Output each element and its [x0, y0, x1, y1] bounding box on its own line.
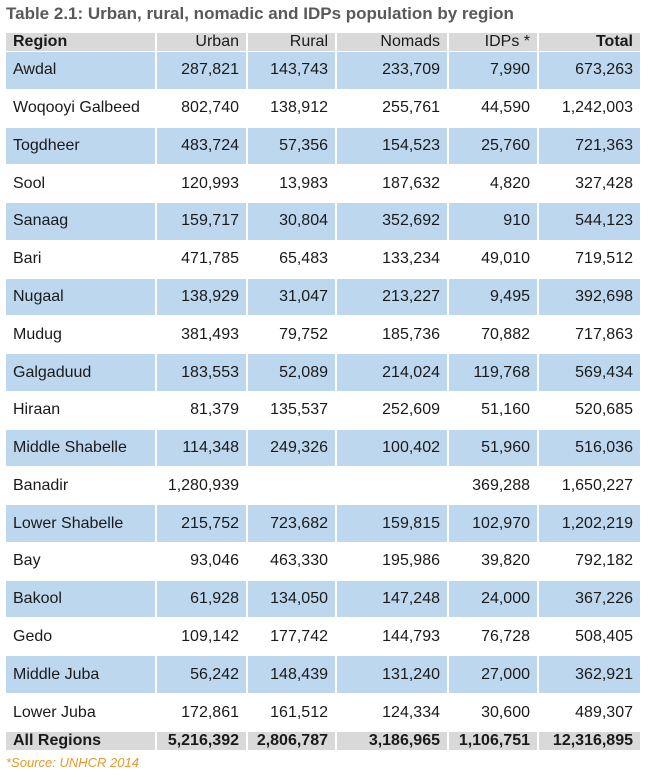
table-row: [6, 90, 640, 128]
total-cell: 520,685: [539, 392, 640, 430]
total-cell: 392,698: [539, 279, 640, 317]
table-row: [6, 354, 640, 392]
table-row: [6, 430, 640, 468]
rural-cell: 161,512: [248, 694, 337, 732]
total-cell: 362,921: [539, 656, 640, 694]
urban-cell: 215,752: [157, 505, 248, 543]
idps-cell: 44,590: [449, 90, 539, 128]
nomads-cell: 154,523: [337, 128, 449, 166]
total-cell: 1,650,227: [539, 467, 640, 505]
rural-cell: 249,326: [248, 430, 337, 468]
rural-cell: 143,743: [248, 52, 337, 90]
table-row: [6, 316, 640, 354]
nomads-cell: 100,402: [337, 430, 449, 468]
region-cell: Gedo: [6, 618, 157, 656]
idps-cell: 4,820: [449, 165, 539, 203]
region-cell: Banadir: [6, 467, 157, 505]
region-cell: Nugaal: [6, 279, 157, 317]
totals-row: [6, 732, 640, 751]
nomads-cell: 147,248: [337, 581, 449, 619]
idps-cell: 27,000: [449, 656, 539, 694]
nomads-cell: 187,632: [337, 165, 449, 203]
urban-cell: 483,724: [157, 128, 248, 166]
idps-cell: 7,990: [449, 52, 539, 90]
urban-cell: 81,379: [157, 392, 248, 430]
nomads-cell: 233,709: [337, 52, 449, 90]
nomads-cell: 255,761: [337, 90, 449, 128]
region-cell: Sool: [6, 165, 157, 203]
urban-cell: 138,929: [157, 279, 248, 317]
region-cell: Bay: [6, 543, 157, 581]
total-cell: 569,434: [539, 354, 640, 392]
rural-cell: 30,804: [248, 203, 337, 241]
total-cell: 673,263: [539, 52, 640, 90]
urban-cell: 114,348: [157, 430, 248, 468]
urban-cell: 109,142: [157, 618, 248, 656]
totals-idps: 1,106,751: [449, 732, 539, 751]
urban-cell: 381,493: [157, 316, 248, 354]
rural-cell: 31,047: [248, 279, 337, 317]
total-cell: 544,123: [539, 203, 640, 241]
total-cell: 516,036: [539, 430, 640, 468]
table-row: [6, 694, 640, 732]
nomads-cell: 133,234: [337, 241, 449, 279]
table-row: [6, 52, 640, 90]
region-cell: Middle Shabelle: [6, 430, 157, 468]
region-cell: Hiraan: [6, 392, 157, 430]
urban-cell: 159,717: [157, 203, 248, 241]
total-cell: 721,363: [539, 128, 640, 166]
idps-cell: 70,882: [449, 316, 539, 354]
nomads-cell: 131,240: [337, 656, 449, 694]
totals-label: All Regions: [6, 732, 157, 751]
nomads-cell: [337, 467, 449, 505]
rural-cell: 177,742: [248, 618, 337, 656]
region-cell: Lower Juba: [6, 694, 157, 732]
nomads-cell: 185,736: [337, 316, 449, 354]
nomads-cell: 252,609: [337, 392, 449, 430]
urban-cell: 172,861: [157, 694, 248, 732]
region-cell: Bari: [6, 241, 157, 279]
table-header: [6, 33, 640, 52]
table-row: [6, 128, 640, 166]
idps-cell: 30,600: [449, 694, 539, 732]
idps-cell: 910: [449, 203, 539, 241]
total-cell: 717,863: [539, 316, 640, 354]
idps-cell: 102,970: [449, 505, 539, 543]
idps-cell: 49,010: [449, 241, 539, 279]
region-cell: Awdal: [6, 52, 157, 90]
rural-cell: 57,356: [248, 128, 337, 166]
idps-cell: 24,000: [449, 581, 539, 619]
population-table: [6, 33, 640, 751]
header-rural: Rural: [248, 33, 337, 52]
rural-cell: [248, 467, 337, 505]
table-row: [6, 505, 640, 543]
header-idps: IDPs *: [449, 33, 539, 52]
table-row: [6, 241, 640, 279]
region-cell: Togdheer: [6, 128, 157, 166]
urban-cell: 287,821: [157, 52, 248, 90]
idps-cell: 51,160: [449, 392, 539, 430]
nomads-cell: 352,692: [337, 203, 449, 241]
urban-cell: 1,280,939: [157, 467, 248, 505]
region-cell: Galgaduud: [6, 354, 157, 392]
total-cell: 327,428: [539, 165, 640, 203]
rural-cell: 65,483: [248, 241, 337, 279]
nomads-cell: 144,793: [337, 618, 449, 656]
total-cell: 508,405: [539, 618, 640, 656]
rural-cell: 52,089: [248, 354, 337, 392]
totals-urban: 5,216,392: [157, 732, 248, 751]
source-note: *Source: UNHCR 2014: [6, 755, 139, 770]
idps-cell: 51,960: [449, 430, 539, 468]
total-cell: 489,307: [539, 694, 640, 732]
totals-nomads: 3,186,965: [337, 732, 449, 751]
urban-cell: 120,993: [157, 165, 248, 203]
idps-cell: 119,768: [449, 354, 539, 392]
urban-cell: 471,785: [157, 241, 248, 279]
total-cell: 367,226: [539, 581, 640, 619]
rural-cell: 134,050: [248, 581, 337, 619]
table-body: [6, 52, 640, 732]
nomads-cell: 213,227: [337, 279, 449, 317]
rural-cell: 148,439: [248, 656, 337, 694]
table-row: [6, 467, 640, 505]
table-row: [6, 165, 640, 203]
total-cell: 1,202,219: [539, 505, 640, 543]
region-cell: Mudug: [6, 316, 157, 354]
rural-cell: 138,912: [248, 90, 337, 128]
totals-total: 12,316,895: [539, 732, 640, 751]
idps-cell: 76,728: [449, 618, 539, 656]
urban-cell: 56,242: [157, 656, 248, 694]
urban-cell: 93,046: [157, 543, 248, 581]
header-row: [6, 33, 640, 52]
urban-cell: 61,928: [157, 581, 248, 619]
idps-cell: 25,760: [449, 128, 539, 166]
totals-rural: 2,806,787: [248, 732, 337, 751]
table-row: [6, 279, 640, 317]
table-row: [6, 618, 640, 656]
header-nomads: Nomads: [337, 33, 449, 52]
total-cell: 719,512: [539, 241, 640, 279]
idps-cell: 9,495: [449, 279, 539, 317]
region-cell: Bakool: [6, 581, 157, 619]
total-cell: 792,182: [539, 543, 640, 581]
rural-cell: 463,330: [248, 543, 337, 581]
table-footer: [6, 732, 640, 751]
table-row: [6, 203, 640, 241]
table-row: [6, 392, 640, 430]
table-row: [6, 656, 640, 694]
rural-cell: 723,682: [248, 505, 337, 543]
nomads-cell: 124,334: [337, 694, 449, 732]
rural-cell: 135,537: [248, 392, 337, 430]
nomads-cell: 214,024: [337, 354, 449, 392]
region-cell: Lower Shabelle: [6, 505, 157, 543]
total-cell: 1,242,003: [539, 90, 640, 128]
nomads-cell: 195,986: [337, 543, 449, 581]
header-region: Region: [6, 33, 157, 52]
table-row: [6, 581, 640, 619]
idps-cell: 39,820: [449, 543, 539, 581]
region-cell: Middle Juba: [6, 656, 157, 694]
rural-cell: 13,983: [248, 165, 337, 203]
header-total: Total: [539, 33, 640, 52]
nomads-cell: 159,815: [337, 505, 449, 543]
table-title: Table 2.1: Urban, rural, nomadic and IDPs population by region: [6, 4, 514, 23]
region-cell: Woqooyi Galbeed: [6, 90, 157, 128]
urban-cell: 183,553: [157, 354, 248, 392]
urban-cell: 802,740: [157, 90, 248, 128]
rural-cell: 79,752: [248, 316, 337, 354]
header-urban: Urban: [157, 33, 248, 52]
idps-cell: 369,288: [449, 467, 539, 505]
table-row: [6, 543, 640, 581]
region-cell: Sanaag: [6, 203, 157, 241]
